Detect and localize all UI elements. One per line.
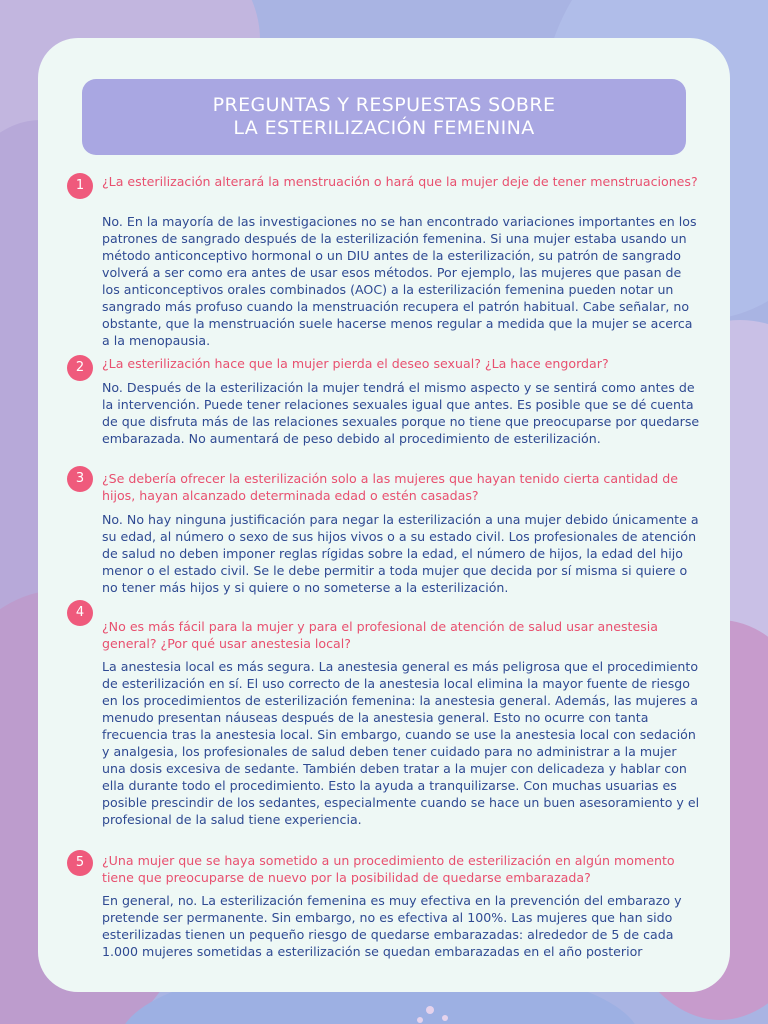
answer-text: No. En la mayoría de las investigaciones no se han encontrado variaciones importantes en los patrones de sangrado después de la esterilización femenina. Si una mujer estaba usando un método anticonceptivo hormonal o un DIU antes de la esterilización, su patrón de sangrado volverá a ser como era antes de usar esos métodos. Por ejemplo, las mujeres que pasan de los anticonceptivos orales combinados (AOC) a la esterilización femenina pueden notar un sangrado más profuso cuando la menstruación recupera el patrón habitual. Cabe señalar, no obstante, que la menstruación suele hacerse menos regular a medida que la mujer se acerca a la menopausia. bbox=[102, 214, 697, 348]
answer-text: En general, no. La esterilización femenina es muy efectiva en la prevención del embarazo y pretende ser permanente. Sin embargo, no es efectiva al 100%. Las mujeres que han sido esterilizadas tienen un pequeño riesgo de quedarse embarazadas: alrededor de 5 de cada 1.000 mujeres sometidas a esterilización se quedan embarazadas en el año posterior bbox=[102, 893, 682, 959]
answer-text: No. No hay ninguna justificación para negar la esterilización a una mujer debido únicamente a su edad, al número o sexo de sus hijos vivos o a su estado civil. Los profesionales de atención de salud no deben imponer reglas rígidas sobre la edad, el número de hijos, la edad del hijo menor o el estado civil. Se le debe permitir a toda mujer que decida por sí misma si quiere o no tener más hijos y si quiere o no someterse a la esterilización. bbox=[102, 512, 699, 595]
title-line-2: LA ESTERILIZACIÓN FEMENINA bbox=[233, 117, 535, 139]
answer-text: No. Después de la esterilización la mujer tendrá el mismo aspecto y se sentirá como antes de la intervención. Puede tener relaciones sexuales igual que antes. Es posible que se dé cuenta de que disfruta más de las relaciones sexuales porque no tiene que preocuparse por quedarse embarazada. No aumentará de peso debido al procedimiento de esterilización. bbox=[102, 380, 700, 446]
question-text: ¿La esterilización hace que la mujer pierda el deseo sexual? ¿La hace engordar? bbox=[102, 356, 609, 371]
question-text: ¿No es más fácil para la mujer y para el profesional de atención de salud usar anestesia general? ¿Por qué usar anestesia local? bbox=[102, 619, 658, 651]
number-badge: 2 bbox=[67, 355, 93, 381]
question-text: ¿Una mujer que se haya sometido a un procedimiento de esterilización en algún momento tiene que preocuparse de nuevo por la posibilidad de quedarse embarazada? bbox=[102, 853, 675, 885]
title-line-1: PREGUNTAS Y RESPUESTAS SOBRE bbox=[212, 94, 556, 116]
title-banner bbox=[82, 79, 686, 155]
question-text: ¿Se debería ofrecer la esterilización solo a las mujeres que hayan tenido cierta cantidad de hijos, hayan alcanzado determinada edad o estén casadas? bbox=[102, 471, 678, 503]
content-card bbox=[38, 38, 730, 992]
number-badge: 3 bbox=[67, 466, 93, 492]
question-text: ¿La esterilización alterará la menstruación o hará que la mujer deje de tener menstruaciones? bbox=[102, 174, 698, 189]
answer-text: La anestesia local es más segura. La anestesia general es más peligrosa que el procedimiento de esterilización en sí. El uso correcto de la anestesia local elimina la mayor fuente de riesgo en los procedimientos de esterilización femenina: la anestesia general. Además, las mujeres a menudo presentan náuseas después de la anestesia general. Esto no ocurre con tanta frecuencia tras la anestesia local. Sin embargo, cuando se use la anestesia local con sedación y analgesia, los profesionales de salud deben tener cuidado para no administrar a la mujer una dosis excesiva de sedante. También deben tratar a la mujer con delicadeza y hablar con ella durante todo el procedimiento. Esto la ayuda a tranquilizarse. Con muchas usuarias es posible prescindir de los sedantes, especialmente cuando se hace un buen asesoramiento y el profesional de la salud tiene experiencia. bbox=[102, 659, 700, 827]
number-badge: 1 bbox=[67, 173, 93, 199]
number-badge: 5 bbox=[67, 850, 93, 876]
number-badge: 4 bbox=[67, 600, 93, 626]
